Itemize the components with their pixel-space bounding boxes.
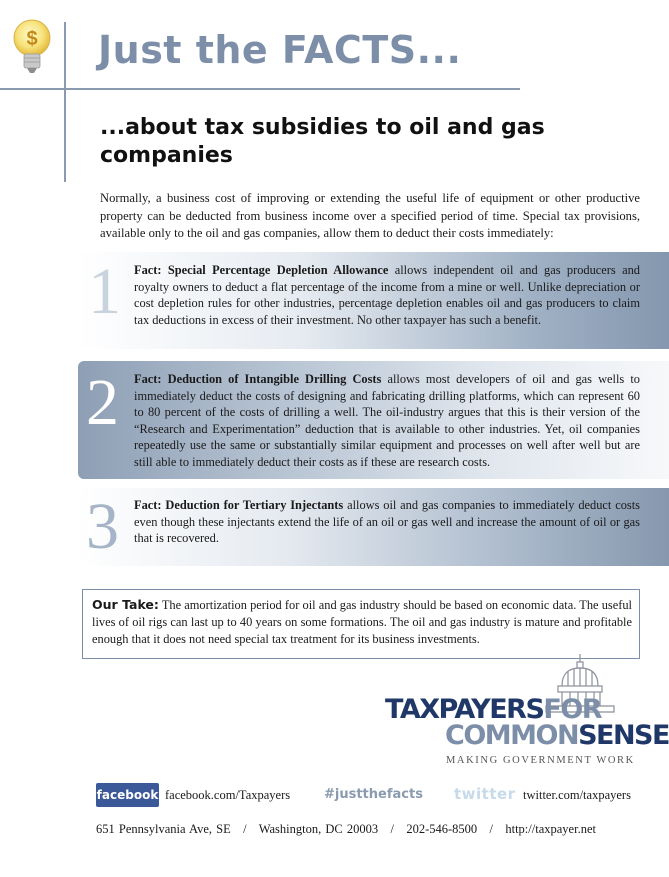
fact-label: Fact: [134, 263, 162, 277]
fact-number-2: 2 [86, 366, 119, 439]
facebook-icon[interactable]: facebook [96, 783, 159, 807]
logo-line-2 [445, 722, 669, 750]
lightbulb-dollar-icon [12, 18, 52, 76]
our-take-label: Our Take: [92, 597, 159, 612]
footer-address: 651 Pennsylvania Ave, SE / Washington, DC 20003 / 202-546-8500 / http://taxpayer.net [96, 822, 596, 836]
intro-paragraph: Normally, a business cost of improving or extending the useful life of equipment or other productive property can be deducted from business income over a specified period of time. Special tax provisions, available only to the oil and gas companies, allow them to deduct their costs immediately: [100, 191, 640, 240]
fact-heading: Deduction for Tertiary Injectants [165, 498, 344, 512]
fact-heading: Special Percentage Depletion Allowance [167, 263, 389, 277]
facebook-link[interactable]: facebook.com/Taxpayers [165, 788, 291, 802]
twitter-link[interactable]: twitter.com/taxpayers [523, 788, 631, 802]
fact-text-3 [134, 497, 640, 547]
svg-text:$: $ [26, 28, 38, 50]
fact-number-3: 3 [86, 490, 119, 563]
logo-word-common: COMMON [445, 720, 579, 751]
header-horizontal-rule [0, 88, 520, 90]
hashtag: #justthefacts [324, 787, 423, 802]
fact-heading: Deduction of Intangible Drilling Costs [167, 372, 382, 386]
logo-tagline: MAKING GOVERNMENT WORK [446, 755, 635, 766]
page-title: Just the FACTS... [98, 28, 462, 72]
header-vertical-rule [64, 22, 66, 182]
logo-word-sense: SENSE [578, 720, 669, 751]
logo-word-taxpayers: TAXPAYERS [385, 694, 544, 725]
page-subtitle: ...about tax subsidies to oil and gas companies [100, 115, 545, 168]
fact-text-2 [134, 371, 640, 471]
twitter-icon[interactable]: twitter [454, 785, 516, 803]
fact-text-1 [134, 262, 640, 328]
fact-number-1: 1 [88, 255, 121, 328]
logo-word-for: FOR [543, 694, 602, 725]
fact-body: allows independent oil and gas producers and royalty owners to deduct a flat percentage of the income from a mine or well. Unlike depreciation or cost depletion rules for other industries, percentage depletion enables oil and gas producers to claim tax deductions in excess of their investment. No other taxpayer has such a benefit. [134, 263, 640, 327]
fact-body: allows most developers of oil and gas wells to immediately deduct the costs of designing and fabricating drilling platforms, which can represent 60 to 80 percent of the costs of drilling a well. The oil-industry argues that this is their version of the “Research and Experimentation” deduction that is available to other industries. Yet, oil companies repeatedly use the same or substantially similar equipment and processes on well after well but are still able to immediately deduct their costs as if these are research costs. [134, 372, 640, 469]
fact-body: allows oil and gas companies to immediately deduct costs even though these injectants extend the life of an oil or gas well and increase the amount of oil or gas that is recovered. [134, 498, 640, 546]
our-take-text [92, 597, 632, 647]
our-take-body: The amortization period for oil and gas industry should be based on economic data. The useful lives of oil rigs can last up to 40 years on some formations. The oil and gas industry is mature and profitable enough that it does not need special tax treatment for its business investments. [92, 598, 632, 646]
fact-label: Fact: [134, 498, 162, 512]
fact-label: Fact: [134, 372, 162, 386]
